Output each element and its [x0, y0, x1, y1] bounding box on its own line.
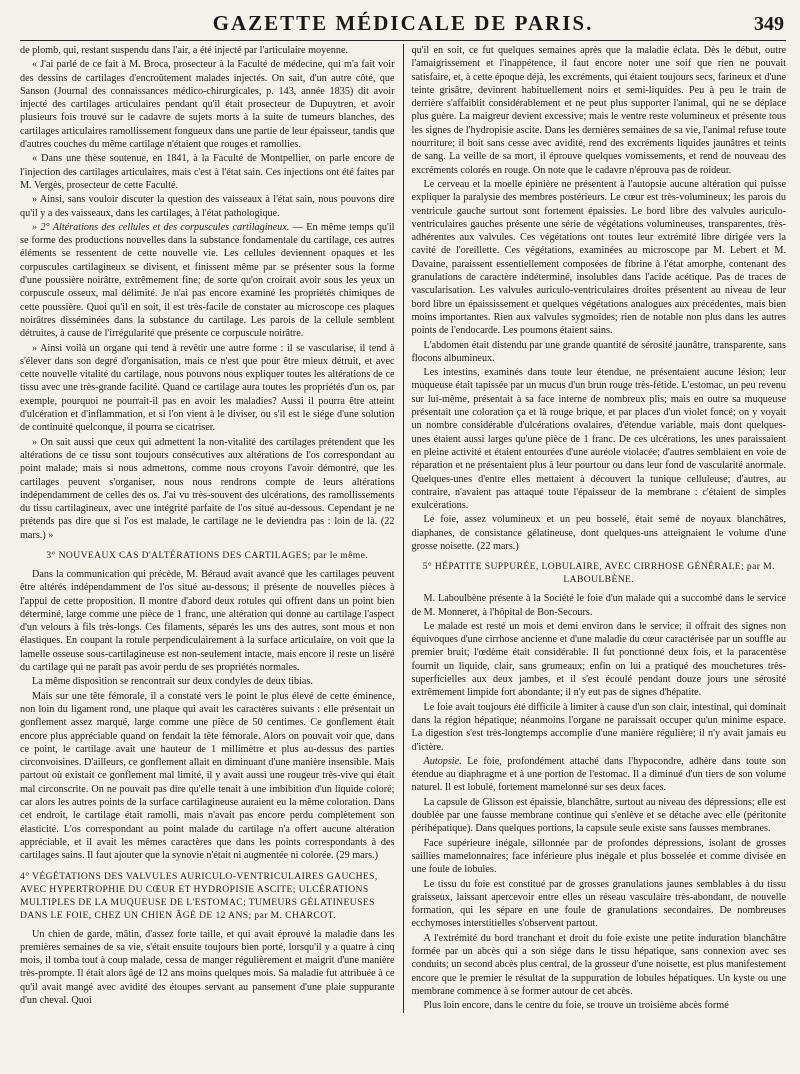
- paragraph: Mais sur une tête fémorale, il a constaté vers le point le plus élevé de cette éminence, non loin du ligament rond, une plaque qui avait les caractères suivants : elle présentait un gonflement assez marqué, large comme une pièce de 50 centimes. Ce gonflement était encore plus appréciable quand on fendait la tête fémorale. Alors on pouvait voir que, dans ce point, le cartilage avait une hauteur de 1 millimètre et plus au-dessus des parties circonvoisines. D'ailleurs, ce gonflement allait en diminuant d'une manière insensible. Mais partout où existait ce gonflement mal limité, il y avait aussi une rougeur très-vive qui était mal circonscrite. On ne pouvait pas dire qu'elle tenait à une imbibition d'un liquide coloré; car alors les autres points de la surface cartilagineuse auraient eu la même coloration. Dans cet endroit, le cartilage était ramolli, mais n'avait pas encore perdu complètement son élasticité. L'os correspondant au point malade du cartilage n'a offert aucune altération appréciable, et il avait les mêmes caractères que dans les points correspondants à des cartilages sains. Il faut ajouter que la synovie n'était ni augmentée ni colorée. (29 mars.): [20, 690, 395, 862]
- paragraph: « J'ai parlé de ce fait à M. Broca, prosecteur à la Faculté de médecine, qui m'a fait voir des dessins de cartilages d'encroûtement malades injectés. On sait, d'un autre côté, que Sanson (Journal des connaissances médico-chirurgicales, p. 143, année 1835) dit avoir injecté des cartilages articulaires pendant qu'il était prosecteur de Dupuytren, et avoir plusieurs fois trouvé sur le cadavre de sujets morts à la suite de tumeurs blanches, des cartilages articulaires ramollissement fongueux dans une partie de leur épaisseur, tandis que d'autres couches du même cartilage n'étaient que rouges et ramollies.: [20, 59, 395, 151]
- paragraph: Le tissu du foie est constitué par de grosses granulations jaunes semblables à du tissu graisseux, laissant apercevoir entre elles un réseau vasculaire très-abondant, de nouvelle formation, qui les sépare en une foule de granulations secondaires. De nombreuses ecchymoses interstitielles s'observent partout.: [411, 878, 786, 930]
- paragraph: La capsule de Glisson est épaissie, blanchâtre, surtout au niveau des dépressions; elle est doublée par une fausse membrane continue qui s'enlève et se détache avec elle (péritonite périhépatique). Dans quelques portions, la capsule seule existe sans fausses membranes.: [411, 796, 786, 835]
- paragraph: Dans la communication qui précède, M. Béraud avait avancé que les cartilages peuvent être altérés indépendamment de l'os situé au-dessous; il présente de nouvelles pièces à l'appui de cette proposition. Il montre d'abord deux rotules qui offrent dans un point bien déterminé, large comme une pièce de 1 franc, une altération qui donne au cartilage l'aspect d'un velours à fils très-longs. Ces filaments, séparés les uns des autres, sont mous et non élastiques. En coupant la rotule perpendiculairement à la surface articulaire, on voit que la lamelle osseuse sous-cartilagineuse est non-seulement intacte, mais encore il reste un liséré du cartilage qui ne paraît pas avoir perdu de ses propriétés normales.: [20, 568, 395, 674]
- section-heading: 4° VÉGÉTATIONS DES VALVULES AURICULO-VENTRICULAIRES GAUCHES, AVEC HYPERTROPHIE DU CŒUR ET HYDROPISIE ASCITE; ULCÉRATIONS MULTIPLES DE LA MUQUEUSE DE L'ESTOMAC; TUMEURS GÉLATINEUSES DANS LE FOIE, CHEZ UN CHIEN ÂGÉ DE 12 ANS; par M. CHARCOT.: [20, 870, 378, 921]
- paragraph: [412, 755, 787, 795]
- paragraph-body: — En même temps qu'il se forme des productions nouvelles dans la substance fondamentale du cartilage, ces autres éléments se ressentent de cette nouvelle vie. Les cellules deviennent opaques et les corpuscules cartilagineux se divisent, et finissent même par se présenter sous la forme d'une poussière noirâtre, extrêmement fine; de sorte qu'on croirait avoir sous les yeux un corpuscule osseux, mal délimité. Je n'ai pas encore examiné les propriétés chimiques de cette poussière. Quoi qu'il en soit, il est très-facile de constater au microscope ces plaques noirâtres disséminées dans la substance du cartilage. Les parois de la cellule semblent détruites, à cause de l'irrégularité que présente ce corpuscule noirâtre.: [20, 221, 395, 340]
- paragraph: Le foie avait toujours été difficile à limiter à cause d'un son clair, intestinal, qui dominait dans la région hépatique; néanmoins l'organe ne paraissait occuper qu'un minime espace. La digestion s'est très-longtemps accomplie d'une manière régulière; il n'y avait jamais eu d'ictère.: [411, 701, 786, 753]
- paragraph-body: Le foie, profondément attaché dans l'hypocondre, adhère dans toute son étendue au diaphragme et à une portion de l'estomac. Il a diminué d'un tiers de son volume naturel. Il est lobulé, fortement mamelonné sur ses deux faces.: [411, 755, 786, 794]
- paragraph-lead: » 2° Altérations des cellules et des corpuscules cartilagineux.: [32, 221, 290, 233]
- section-heading: 5° HÉPATITE SUPPURÉE, LOBULAIRE, AVEC CIRRHOSE GÉNÉRALE; par M. LABOULBÈNE.: [422, 561, 775, 586]
- paragraph: M. Laboulbène présente à la Société le foie d'un malade qui a succombé dans le service de M. Monneret, à l'hôpital de Bon-Secours.: [411, 593, 786, 618]
- right-column: [403, 44, 787, 1013]
- paragraph: Un chien de garde, mâtin, d'assez forte taille, et qui avait éprouvé la maladie dans les premières semaines de sa vie, s'était ensuite toujours bien porté, lorsqu'il y a quatre à cinq mois, il tomba tout à coup malade, cessa de manger régulièrement et maigrit d'une manière très-prompte. Il était alors âgé de 12 ans moins quelques mois. Sa maladie fut attribuée à ce qu'il avait mangé avec avidité des étoupes servant au pansement d'une plaie suppurante d'un cheval. Quoi: [20, 928, 395, 1006]
- paragraph: Le foie, assez volumineux et un peu bosselé, était semé de noyaux blanchâtres, diaphanes, de consistance gélatineuse, dont quelques-uns atteignaient le volume d'une grosse noisette. (22 mars.): [411, 514, 786, 552]
- paragraph: Face supérieure inégale, sillonnée par de profondes dépressions, isolant de grosses saillies mamelonnaires; face inférieure plus inégale et plus bosselée et comme divisée en une foule de lobules.: [411, 837, 786, 876]
- article-columns: [20, 44, 786, 1013]
- paragraph: L'abdomen était distendu par une grande quantité de sérosité jaunâtre, transparente, sans flocons albumineux.: [411, 339, 786, 364]
- paragraph: Plus loin encore, dans le centre du foie, se trouve un troisième abcès formé: [423, 1000, 729, 1012]
- paragraph: » On sait aussi que ceux qui admettent la non-vitalité des cartilages prétendent que les altérations de ce tissu sont toujours consécutives aux altérations de l'os correspondant au point malade; mais si nous admettons, comme nous croyons l'avoir démontré, que les cartilages peuvent s'organiser, nous nous rendrons compte de leurs altérations indépendamment de celles des os. J'ai vu très-souvent des ulcérations, des ramollissements du tissu cartilagineux, avec une intégrité parfaite de l'os situé au-dessous. Cependant je ne prétends pas dire que si l'os est malade, le cartilage ne le deviendra pas : loin de là. (22 mars.) »: [20, 436, 395, 541]
- paragraph: A l'extrémité du bord tranchant et droit du foie existe une petite induration blanchâtre formée par un abcès qui a son siége dans le tissu hépatique, sans connexion avec ses conduits; un second abcès plus central, de la grosseur d'une noisette, est plus manifestement encore que le premier le résultat de la suppuration de lobules hépatiques. Un kyste ou une membrane commence à se former autour de cet abcès.: [411, 932, 786, 997]
- paragraph: La même disposition se rencontrait sur deux condyles de deux tibias.: [32, 676, 313, 688]
- paragraph: de plomb, qui, restant suspendu dans l'air, a été injecté par l'articulaire moyenne.: [20, 45, 349, 56]
- masthead: [20, 0, 786, 41]
- paragraph: » Ainsi, sans vouloir discuter la question des vaisseaux à l'état sain, nous pouvons dire qu'il y a des vaisseaux, dans les cartilages, à l'état pathologique.: [20, 194, 395, 219]
- paragraph: » Ainsi voilà un organe qui tend à revêtir une autre forme : il se vascularise, il tend à s'élever dans son degré d'organisation, mais ce n'est que pour être mieux détruit, et avec cette nouvelle vitalité du cartilage, nous pouvons nous expliquer toutes les altérations de ce tissu avec une très-grande facilité. Quand ce cartilage aura toutes les propriétés d'un os, par exemple, pourquoi ne pourrait-il pas en avoir les maladies? Aussi il pourra être atteint d'ulcération et d'inflammation, et si l'on vient à le diviser, ou s'il est le siége d'une solution de continuité quelconque, il pourra se cicatriser.: [20, 342, 395, 434]
- paragraph: qu'il en soit, ce fut quelques semaines après que la maladie éclata. Dès le début, outre l'amaigrissement et l'inappétence, il faut encore noter une soif que rien ne pouvait satisfaire, et, à cette époque déjà, les excréments, qui étaient toujours secs, farineux et d'une teinte grisâtre, devinrent habituellement noirs et semi-liquides. Peu à peu le train de derrière s'affaiblit considérablement et ne peut plus supporter l'animal, qui ne se déplace plus guère. La maigreur devient excessive; mais le ventre reste volumineux et présente tous les signes de l'hydropisie ascite. Dans les dernières semaines de sa vie, l'animal refuse toute nourriture; il boit sans cesse avec avidité, rend des excréments liquides jaunâtres et teints de sang. La veille de sa mort, il éprouve quelques vomissements, et rend de nouveau des excréments colorés en rouge. On note que le cadavre n'éprouva pas de roideur.: [411, 45, 786, 176]
- page-number: 349: [754, 13, 784, 35]
- paragraph: Le malade est resté un mois et demi environ dans le service; il offrait des signes non équivoques d'une cirrhose ancienne et d'une maladie du cœur caractérisée par un souffle au premier bruit; l'œdème était considérable. Il fut ponctionné deux fois, et la paracentèse fournit un liquide, clair, sans grumeaux; enfin on lui a pratiqué des mouchetures très-superficielles aux deux jambes, et il s'est écoulé pendant douze jours une sérosité extrêmement limpide fort abondante; il n'y eut pas de signes d'hépatite.: [411, 620, 786, 699]
- section-heading: 3° NOUVEAUX CAS D'ALTÉRATIONS DES CARTILAGES; par le même.: [46, 549, 369, 561]
- paragraph: Les intestins, examinés dans toute leur étendue, ne présentaient aucune lésion; leur muqueuse était tapissée par un mucus d'un brun rouge très-fétide. L'estomac, un peu revenu sur lui-même, présentait à sa face interne de nombreux plis; mais en outre sa muqueuse présentait une coloration ça et là rouge brique, et par places d'un violet foncé; on y voyait un nombre considérable d'ulcérations ovalaires, d'étendue variable, mais dont quelques-unes étaient aussi larges qu'une pièce de 1 franc. De ces ulcérations, les unes paraissaient en pleine activité et étaient entourées d'une auréole violacée; d'autres semblaient en voie de réparation et ne présentaient plus à leur pourtour ou dans leur fond de vascularité anormale. Quelques-unes d'entre elles mettaient à découvert la tunique celluleuse; d'autres, au contraire, n'avaient pas attaqué toute l'épaisseur de la membrane : c'étaient de simples exulcérations.: [411, 367, 786, 512]
- paragraph: « Dans une thèse soutenue, en 1841, à la Faculté de Montpellier, on parle encore de l'injection des cartilages articulaires, mais c'est à l'état sain. Ces injections ont été faites par M. Vergès, prosecteur de cette Faculté.: [20, 153, 395, 191]
- paragraph-lead: Autopsie.: [423, 755, 462, 767]
- paragraph: [20, 221, 395, 341]
- left-column: [20, 44, 403, 1013]
- paragraph: Le cerveau et la moelle épinière ne présentent à l'autopsie aucune altération qui puisse expliquer la paralysie des membres postérieurs. Le cœur est très-volumineux; les parois du ventricule gauche surtout sont fortement épaissies. Le bord libre des valvules auriculo-ventriculaires gauches présente une série de végétations volumineuses, transparentes, très-adhérentes aux valvules. Ces végétations ont toutes leur extrémité libre dirigée vers la cavité de l'oreillette. Ces végétations, examinées au microscope par M. Lebert et M. Davaine, paraissent essentiellement composées de fibrine à l'état amorphe, contenant des granulations de caractère indéterminé, insolubles dans l'acide acétique. Pas de traces de vascularisation. Les valvules auriculo-ventriculaires droites présentent au niveau de leur bord libre un épaississement et quelques végétations analogues aux précédentes, mais bien moins importantes. Rien aux valvules sygmoïdes; rien de notable non plus dans les autres points de l'endocarde. Les poumons étaient sains.: [411, 178, 786, 337]
- publication-title: GAZETTE MÉDICALE DE PARIS.: [212, 11, 594, 35]
